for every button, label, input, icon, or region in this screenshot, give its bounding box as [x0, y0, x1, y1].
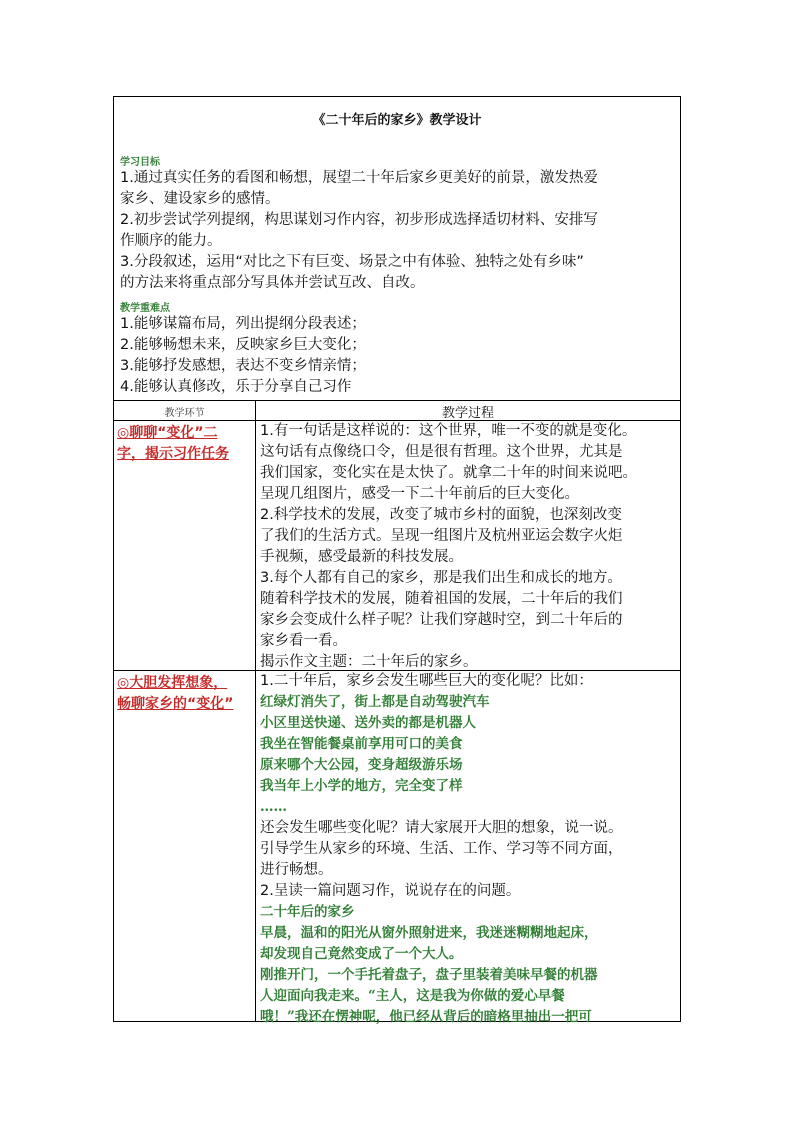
goal-line: 作顺序的能力。 — [120, 233, 222, 249]
lesson-plan-table — [113, 96, 681, 1025]
col-header-step: 教学环节 — [164, 408, 205, 419]
step-line: ◎大胆发挥想象， — [117, 675, 228, 691]
example-line: 我当年上小学的地方，完全变了样 — [260, 778, 463, 794]
step-label — [117, 673, 253, 715]
key-point-line: 2.能够畅想未来，反映家乡巨大变化； — [120, 337, 366, 353]
goal-line: 3.分段叙述，运用“对比之下有巨变、场景之中有体验、独特之处有乡味” — [120, 254, 584, 270]
example-line: 我坐在智能餐桌前享用可口的美食 — [260, 736, 463, 752]
goal-line: 家乡、建设家乡的感情。 — [120, 191, 280, 207]
process-line: 家乡会变成什么样子呢？让我们穿越时空，到二十年后的 — [260, 612, 623, 628]
essay-line: 刚推开门，一个手托着盘子，盘子里装着美味早餐的机器 — [260, 967, 598, 983]
goal-line: 的方法来将重点部分写具体并尝试互改、自改。 — [120, 275, 425, 291]
goals-text — [120, 168, 676, 294]
example-line: …… — [260, 799, 287, 815]
goals-heading: 学习目标 — [120, 157, 160, 168]
column-divider — [255, 400, 256, 1021]
step-line: 字，揭示习作任务 — [117, 446, 229, 462]
process-line: 引导学生从家乡的环境、生活、工作、学习等不同方面， — [260, 841, 623, 857]
process-line: 家乡看一看。 — [260, 633, 347, 649]
example-line: 原来哪个大公园，变身超级游乐场 — [260, 757, 463, 773]
process-line: 3.每个人都有自己的家乡，那是我们出生和成长的地方。 — [260, 570, 622, 586]
process-text — [260, 421, 678, 673]
process-line: 1.有一句话是这样说的：这个世界，唯一不变的就是变化。 — [260, 423, 637, 439]
process-line: 2.科学技术的发展，改变了城市乡村的面貌，也深刻改变 — [260, 507, 622, 523]
process-line: 2.呈读一篇问题习作，说说存在的问题。 — [260, 883, 521, 899]
process-line: 揭示作文主题：二十年后的家乡。 — [260, 654, 478, 670]
step-label — [117, 423, 253, 465]
process-line: 随着科学技术的发展，随着祖国的发展，二十年后的我们 — [260, 591, 623, 607]
key-point-line: 4.能够认真修改，乐于分享自己习作 — [120, 379, 352, 395]
key-points-heading: 教学重难点 — [120, 303, 170, 314]
key-point-line: 1.能够谋篇布局，列出提纲分段表述； — [120, 316, 366, 332]
key-points-text — [120, 314, 676, 398]
process-line: 进行畅想。 — [260, 862, 333, 878]
process-line: 还会发生哪些变化呢？请大家展开大胆的想象，说一说。 — [260, 820, 623, 836]
process-line: 了我们的生活方式。呈现一组图片及杭州亚运会数字火炬 — [260, 528, 623, 544]
process-line: 手视频，感受最新的科技发展。 — [260, 549, 463, 565]
process-line: 呈现几组图片，感受一下二十年前后的巨大变化。 — [260, 486, 579, 502]
essay-title: 二十年后的家乡 — [260, 904, 355, 920]
essay-line: 人迎面向我走来。“主人，这是我为你做的爱心早餐 — [260, 988, 565, 1004]
goal-line: 1.通过真实任务的看图和畅想，展望二十年后家乡更美好的前景，激发热爱 — [120, 170, 598, 186]
plan-title: 《二十年后的家乡》教学设计 — [312, 113, 482, 128]
goal-line: 2.初步尝试学列提纲，构思谋划习作内容，初步形成选择适切材料、安排写 — [120, 212, 598, 228]
process-text — [260, 671, 678, 1028]
divider — [114, 400, 680, 401]
example-line: 小区里送快递、送外卖的都是机器人 — [260, 715, 476, 731]
step-line: ◎聊聊“变化”二 — [117, 425, 218, 441]
col-header-process: 教学过程 — [441, 406, 494, 421]
essay-line: 哦！”我还在愣神呢，他已经从背后的暗格里抽出一把可 — [260, 1009, 592, 1025]
step-line: 畅聊家乡的“变化” — [117, 696, 234, 712]
process-line: 这句话有点像绕口令，但是很有哲理。这个世界，尤其是 — [260, 444, 623, 460]
essay-line: 却发现自己竟然变成了一个大人。 — [260, 946, 463, 962]
example-line: 红绿灯消失了，街上都是自动驾驶汽车 — [260, 694, 490, 710]
key-point-line: 3.能够抒发感想，表达不变乡情亲情； — [120, 358, 366, 374]
process-line: 我们国家，变化实在是太快了。就拿二十年的时间来说吧。 — [260, 465, 637, 481]
process-line: 1.二十年后，家乡会发生哪些巨大的变化呢？比如： — [260, 673, 593, 689]
essay-line: 早晨，温和的阳光从窗外照射进来，我迷迷糊糊地起床， — [260, 925, 598, 941]
